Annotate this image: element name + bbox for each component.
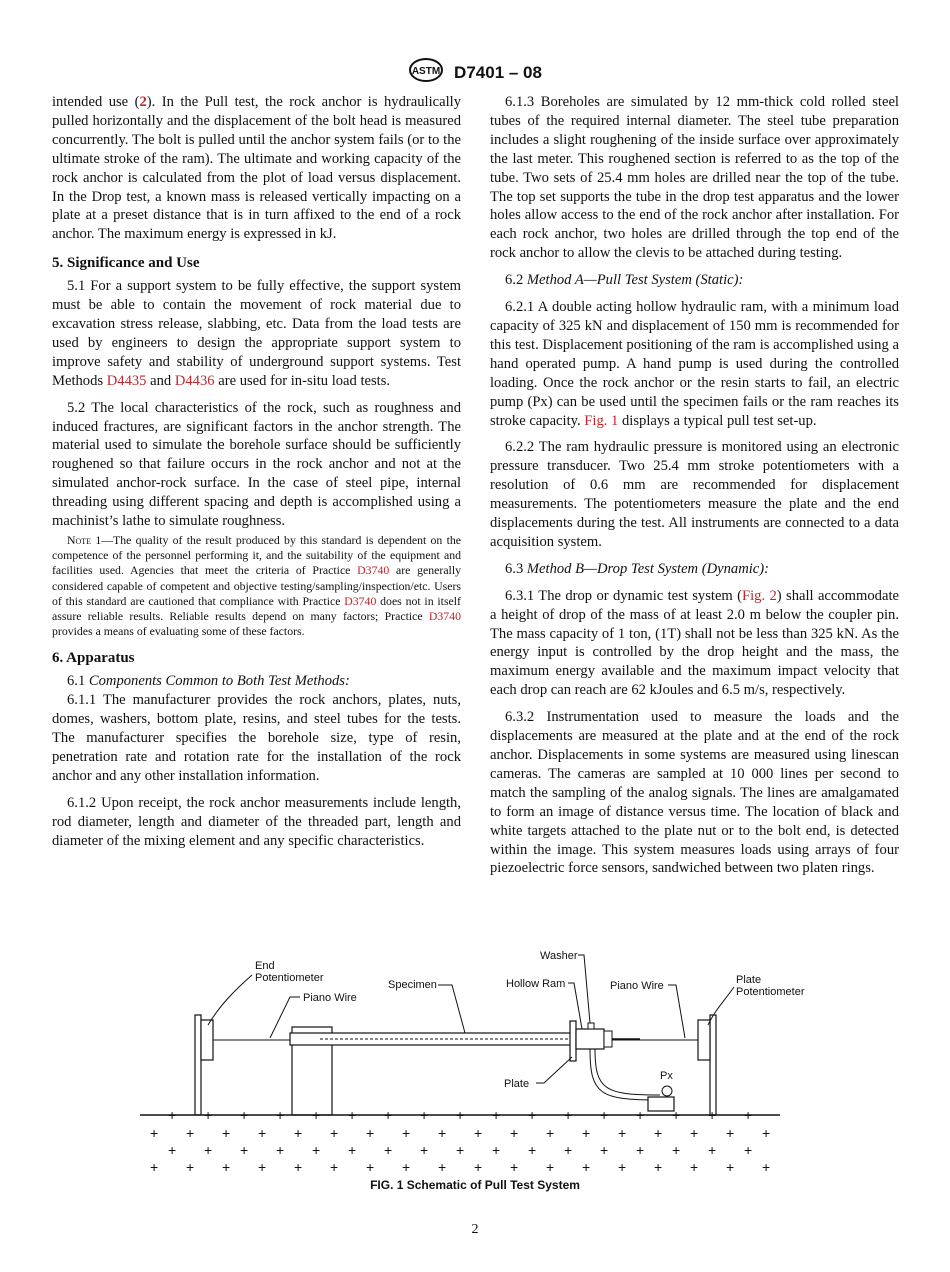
standard-designation: D7401 – 08 [454,62,542,82]
rock-mark: + [600,1107,609,1123]
leader-plate-pot [708,987,734,1025]
rock-mark: + [258,1159,267,1175]
rock-mark: + [222,1159,231,1175]
leader-piano-wire-left [270,997,300,1038]
link-fig-2[interactable]: Fig. 2 [742,587,777,604]
rock-mark: + [366,1159,375,1175]
rock-mark: + [150,1159,159,1175]
label-end-pot-1: End [255,960,275,972]
section-heading-5: 5. Significance and Use [52,255,200,272]
leader-plate [536,1057,572,1083]
rock-mark: + [600,1142,609,1158]
rock-mark: + [492,1107,501,1123]
link-fig-1[interactable]: Fig. 1 [584,412,619,429]
rock-mark: + [222,1125,231,1141]
rock-mark: + [636,1107,645,1123]
rock-mark: + [420,1142,429,1158]
rock-mark: + [456,1107,465,1123]
rock-mark: + [240,1107,249,1123]
rock-mark: + [168,1107,177,1123]
rock-mark: + [708,1107,717,1123]
link-d4436[interactable]: D4436 [174,372,215,389]
rock-mark: + [456,1142,465,1158]
rock-mark: + [276,1107,285,1123]
rock-mark: + [150,1125,159,1141]
section-heading-6: 6. Apparatus [52,650,135,667]
rock-mark: + [186,1125,195,1141]
link-d3740[interactable]: D3740 [428,608,461,623]
hydraulic-hose [590,1049,660,1100]
rock-mark: + [312,1142,321,1158]
rock-mark: + [366,1125,375,1141]
rock-pattern [150,1107,770,1175]
rock-mark: + [294,1159,303,1175]
link-d3740[interactable]: D3740 [357,563,390,578]
left-column [52,93,461,850]
logo-text: ASTM [411,66,441,77]
rock-mark: + [726,1159,735,1175]
rock-mark: + [438,1125,447,1141]
right-frame-post [710,1015,716,1115]
rock-mark: + [348,1107,357,1123]
rock-mark: + [726,1125,735,1141]
rock-mark: + [240,1142,249,1158]
paragraph-6-3-1: 6.3.1 The drop or dynamic test system (Fig. 2) shall accommodate a height of drop of the mass of at least 2.0 m below the coupler pin. The mass capacity of 1 ton, (1T) shall not be less than 325 kN. As the energy input is controlled by the drop height and the mass, the maximum energy available and the maximum impact velocity that each drop can reach are 62 kJoules and 6.5 m/s, respectively. [490,587,899,699]
paragraph-6-1-2: 6.1.2 Upon receipt, the rock anchor measurements include length, rod diameter, length and diameter of the threaded part, length and diameter of the mixing element and any specific characteristics. [52,794,461,849]
rock-mark: + [546,1159,555,1175]
end-potentiometer [201,1020,213,1060]
rock-mark: + [294,1125,303,1141]
bearing-plate [570,1021,576,1061]
paragraph-6-2: 6.2 Method A—Pull Test System (Static): [505,272,744,289]
label-plate-pot-1: Plate [736,974,762,986]
rock-mark: + [348,1142,357,1158]
label-specimen: Specimen [388,979,437,991]
washer [588,1023,594,1029]
rock-mark: + [582,1159,591,1175]
left-frame-post [195,1015,201,1115]
rock-mark: + [402,1159,411,1175]
leader-end-pot [208,975,252,1025]
rock-mark: + [312,1107,321,1123]
label-plate-pot-2: Potentiometer [736,986,805,998]
paragraph-5-1: 5.1 For a support system to be fully effective, the support system must be able to contain the movement of rock material due to excavation stress release, slabbing, etc. Data from the load tests are used by engineers to design the appropriate support system to improve safety and stability of underground support systems. Test Methods D4435 and D4436 are used for in-situ load tests. [52,278,461,389]
leader-piano-wire-right [668,985,685,1038]
rock-mark: + [204,1142,213,1158]
hollow-ram [576,1029,604,1049]
rock-mark: + [744,1107,753,1123]
figure-caption: FIG. 1 Schematic of Pull Test System [370,1178,580,1192]
rock-mark: + [618,1125,627,1141]
paragraph-6-1-1: 6.1.1 The manufacturer provides the rock anchors, plates, nuts, domes, washers, bottom plate, resins, and steel tubes for the tests. The manufacturer specifies the borehole size, type of resin, penetration rate and rotation rate for the installation of the rock anchor and any other installation information. [52,692,461,784]
rock-mark: + [276,1142,285,1158]
page-number: 2 [471,1222,479,1237]
rock-mark: + [564,1107,573,1123]
rock-mark: + [528,1142,537,1158]
label-piano-wire-left: Piano Wire [303,992,357,1004]
rock-mark: + [474,1159,483,1175]
rock-mark: + [384,1142,393,1158]
note-1: Note 1—The quality of the result produced by this standard is dependent on the competence of the personnel performing it, and the suitability of the equipment and facilities used. Agencies that meet the criteria of Practice D3740 are generally considered capable of competent and objective testing/sampling/inspection/etc. Users of this standard are cautioned that compliance with Practice D3740 does not in itself assure reliable results. Reliable results depend on many factors; Practice D3740 provides a means of evaluating some of these factors. [52,532,462,639]
rock-mark: + [438,1159,447,1175]
paragraph-6-2-2: 6.2.2 The ram hydraulic pressure is monitored using an electronic pressure transducer. Two 25.4 mm stroke potentiometers with a resolution of 0.6 mm are recommended for displacement measurements. The potentiometers measure the plate and the end displacements during the test. All instruments are connected to a data acquisition system. [490,439,899,550]
label-plate: Plate [504,1078,530,1090]
rock-mark: + [420,1107,429,1123]
rock-mark: + [690,1159,699,1175]
rock-mark: + [168,1142,177,1158]
rock-mark: + [546,1125,555,1141]
rock-mark: + [564,1142,573,1158]
paragraph-5-2: 5.2 The local characteristics of the rock, such as roughness and induced fractures, are significant factors in the anchor strength. The material used to simulate the borehole surface should be sufficiently roughened so that failure occurs in the rock anchor and not at the simulated anchor-rock surface. In the case of steel pipe, internal threading using different spacing and depth is accomplished using a machinist’s lathe to simulate roughness. [52,399,461,530]
rock-mark: + [474,1125,483,1141]
right-column [490,93,899,878]
reference-link[interactable]: 2 [139,94,147,110]
plate-potentiometer [698,1020,710,1060]
rock-mark: + [528,1107,537,1123]
paragraph-6-1: 6.1 Components Common to Both Test Methods: [67,673,350,690]
label-px: Px [660,1070,673,1082]
rock-mark: + [330,1125,339,1141]
leader-washer [578,955,590,1023]
rock-mark: + [510,1125,519,1141]
paragraph-6-3: 6.3 Method B—Drop Test System (Dynamic): [505,560,769,577]
leader-specimen [438,985,465,1033]
page-header [0,58,950,87]
pump-gauge-icon [662,1086,672,1096]
nut [604,1031,612,1047]
paragraph-6-3-2: 6.3.2 Instrumentation used to measure the loads and the displacements are measured at the plate and at the end of the rock anchor. Displacements in some systems are measured using linescan cameras. The cameras are sampled at 10 000 lines per second to match the sampling of the analog signals. The lines are amalgamated to form an image of distance versus time. The location of black and white targets attached to the plate nut or to the bolt end, is detected within the image. This system measures loads using arrays of four piezoelectric force sensors, sandwiched between two platen rings. [490,709,899,877]
rock-mark: + [672,1142,681,1158]
rock-mark: + [762,1125,771,1141]
rock-mark: + [492,1142,501,1158]
rock-mark: + [672,1107,681,1123]
rock-mark: + [258,1125,267,1141]
label-hollow-ram: Hollow Ram [506,978,566,990]
label-washer: Washer [540,950,578,962]
rock-mark: + [330,1159,339,1175]
paragraph-intro: intended use (2). In the Pull test, the rock anchor is hydraulically pulled horizontally and the displacement of the bolt head is measured concurrently. The bolt is pulled until the anchor system fails (or to the ultimate stroke of the ram). The ultimate and working capacity of the rock anchor is calculated from the plot of load versus displacement. In the Drop test, a known mass is released vertically impacting on a plate at a preset distance that is in turn affixed to the end of a rock anchor. The maximum energy is expressed in kJ. [52,94,461,243]
rock-mark: + [708,1142,717,1158]
label-piano-wire-right: Piano Wire [610,980,664,992]
rock-mark: + [384,1107,393,1123]
electric-pump [648,1097,674,1111]
paragraph-6-1-3: 6.1.3 Boreholes are simulated by 12 mm-thick cold rolled steel tubes of the required internal diameter. The steel tube preparation includes a slight roughening of the inside surface over approximately the last meter. This roughened section is referred to as the top of the tube. Two sets of 25.4 mm holes are drilled near the top of the tube. The top set supports the tube in the drop test apparatus and the lower holes allow access to the end of the rock anchor after installation. For each rock anchor, two holes are drilled through the top end of the rock anchor to allow the clevis to be attached during testing. [490,94,899,262]
astm-logo-icon [408,58,444,87]
rock-mark: + [204,1107,213,1123]
rock-mark: + [186,1159,195,1175]
link-d3740[interactable]: D3740 [344,593,377,608]
rock-mark: + [762,1159,771,1175]
paragraph-6-2-1: 6.2.1 A double acting hollow hydraulic ram, with a minimum load capacity of 325 kN and displacement of 150 mm is recommended for this test. Displacement positioning of the ram is accomplished using a hand operated pump. A hand pump is used during the controlled loading. Once the rock anchor or the resin starts to fail, an electric pump (Px) can be used until the specimen fails or the ram reaches its stroke capacity. Fig. 1 displays a typical pull test set-up. [490,299,899,429]
rock-mark: + [402,1125,411,1141]
pull-test-schematic [140,945,805,1180]
rock-mark: + [744,1142,753,1158]
rock-mark: + [654,1159,663,1175]
rock-mark: + [636,1142,645,1158]
rock-mark: + [582,1125,591,1141]
rock-mark: + [618,1159,627,1175]
rock-mark: + [510,1159,519,1175]
label-end-pot-2: Potentiometer [255,972,324,984]
link-d4435[interactable]: D4435 [106,372,147,389]
rock-mark: + [690,1125,699,1141]
hydraulic-hose-return [595,1049,660,1095]
rock-mark: + [654,1125,663,1141]
